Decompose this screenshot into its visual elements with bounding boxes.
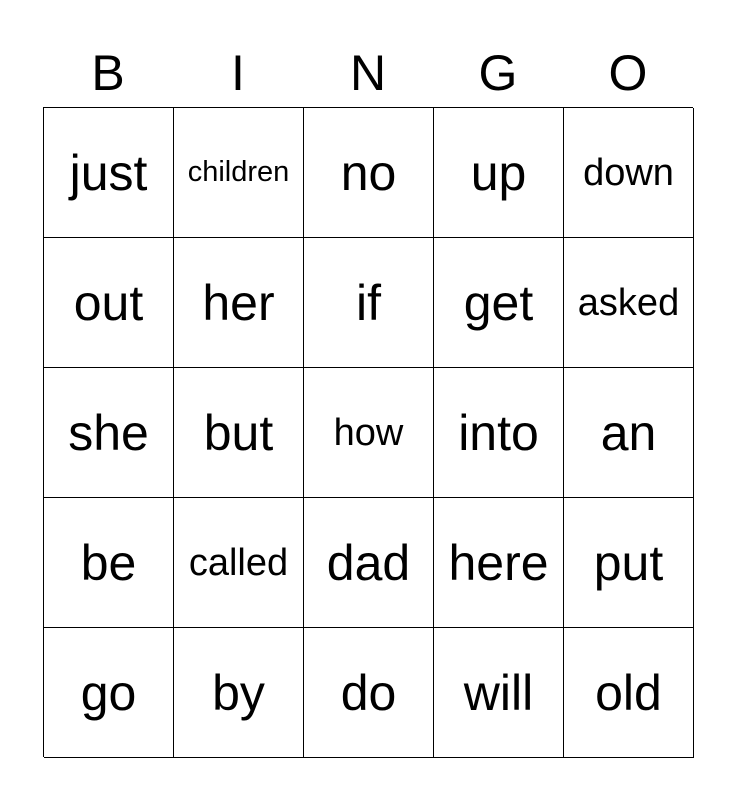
bingo-cell: be — [44, 498, 174, 628]
header-letter-g: G — [478, 45, 518, 101]
bingo-cell: no — [304, 108, 434, 238]
bingo-cell: dad — [304, 498, 434, 628]
bingo-cell: an — [564, 368, 694, 498]
bingo-cell: children — [174, 108, 304, 238]
bingo-header — [43, 40, 693, 106]
header-letter-i: I — [231, 45, 245, 101]
bingo-cell: how — [304, 368, 434, 498]
bingo-cell: called — [174, 498, 304, 628]
bingo-cell: but — [174, 368, 304, 498]
bingo-cell: do — [304, 628, 434, 758]
bingo-board — [43, 107, 693, 757]
bingo-cell: just — [44, 108, 174, 238]
header-letter-b: B — [91, 45, 125, 101]
bingo-cell: asked — [564, 238, 694, 368]
bingo-cell: here — [434, 498, 564, 628]
bingo-cell: by — [174, 628, 304, 758]
bingo-cell: into — [434, 368, 564, 498]
bingo-cell: get — [434, 238, 564, 368]
bingo-cell: down — [564, 108, 694, 238]
bingo-cell: her — [174, 238, 304, 368]
header-letter-o: O — [608, 45, 648, 101]
bingo-cell: old — [564, 628, 694, 758]
bingo-cell: put — [564, 498, 694, 628]
header-letter-n: N — [349, 45, 387, 101]
bingo-cell: if — [304, 238, 434, 368]
bingo-cell: up — [434, 108, 564, 238]
bingo-cell: out — [44, 238, 174, 368]
bingo-cell: she — [44, 368, 174, 498]
bingo-cell: go — [44, 628, 174, 758]
bingo-cell: will — [434, 628, 564, 758]
